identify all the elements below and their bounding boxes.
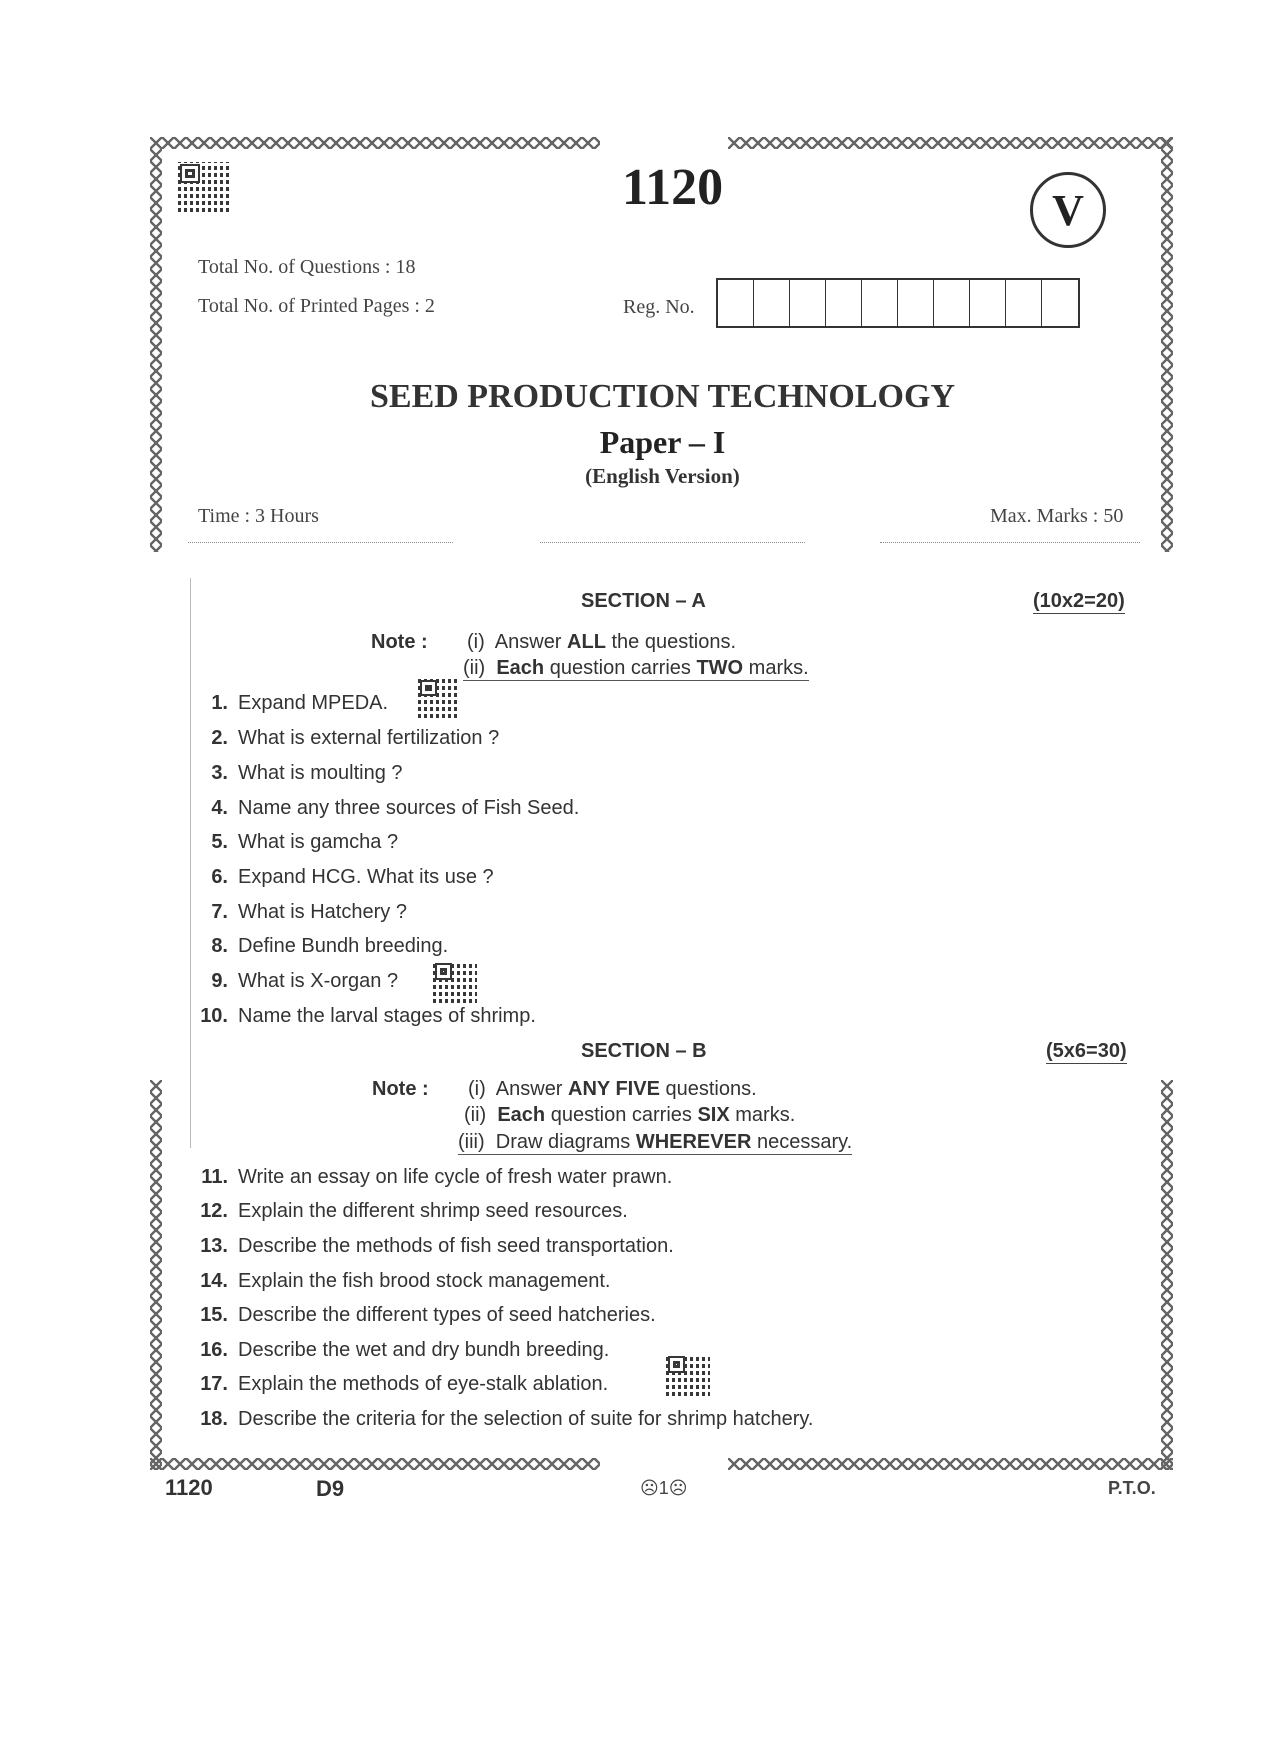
left-margin-line <box>190 578 191 1148</box>
note-emphasis: WHEREVER <box>635 1131 752 1153</box>
header-rule-left <box>188 542 453 543</box>
question-number: 6. <box>211 866 228 888</box>
max-marks: Max. Marks : 50 <box>990 505 1124 527</box>
question-text: Explain the methods of eye-stalk ablation. <box>238 1373 609 1395</box>
note-num: (i) <box>467 631 485 653</box>
reg-no-cell[interactable] <box>718 280 754 326</box>
note-text: the questions. <box>605 631 737 653</box>
question-text: Explain the different shrimp seed resources. <box>238 1200 628 1222</box>
section-b-note-2 <box>464 1104 795 1127</box>
border-bottom-left <box>150 1458 600 1470</box>
note-num: (ii) <box>464 1104 487 1126</box>
footer-series: D9 <box>316 1476 345 1501</box>
question-number: 14. <box>200 1270 228 1292</box>
version-badge-letter: V <box>1052 185 1084 235</box>
border-right-lower <box>1161 1080 1173 1470</box>
question-number: 8. <box>211 935 228 957</box>
reg-no-cell[interactable] <box>790 280 826 326</box>
paper-code: 1120 <box>622 159 724 216</box>
question-number: 15. <box>200 1304 228 1326</box>
note-num: (ii) <box>463 657 486 679</box>
question-number: 9. <box>211 970 228 992</box>
question-text: Define Bundh breeding. <box>238 935 449 957</box>
border-left-upper <box>150 137 162 552</box>
datamatrix-code-icon <box>178 162 230 212</box>
question-9 <box>200 970 398 993</box>
version-label: (English Version) <box>585 464 740 488</box>
section-b-note-label: Note : <box>372 1078 429 1100</box>
question-number: 1. <box>211 692 228 714</box>
reg-no-cell[interactable] <box>970 280 1006 326</box>
question-8 <box>200 935 448 958</box>
question-text: What is moulting ? <box>238 762 403 784</box>
question-10 <box>200 1005 536 1028</box>
question-7 <box>200 901 407 924</box>
question-6 <box>200 866 494 889</box>
section-b-marks: (5x6=30) <box>1046 1040 1127 1062</box>
question-text: Describe the different types of seed hatcheries. <box>238 1304 656 1326</box>
question-text: Explain the fish brood stock management. <box>238 1270 611 1292</box>
paper-number: Paper – I <box>599 424 726 460</box>
note-text: Draw diagrams <box>495 1131 636 1153</box>
section-a-marks: (10x2=20) <box>1033 590 1125 612</box>
reg-no-cell[interactable] <box>898 280 934 326</box>
question-text: Describe the wet and dry bundh breeding. <box>238 1339 610 1361</box>
note-text: Answer <box>494 631 568 653</box>
reg-no-boxes[interactable] <box>716 278 1080 328</box>
qr-code-icon <box>433 961 477 1003</box>
question-text: Describe the methods of fish seed transportation. <box>238 1235 674 1257</box>
note-text: marks. <box>743 657 809 679</box>
question-17 <box>200 1373 608 1396</box>
question-3 <box>200 762 403 785</box>
question-number: 16. <box>200 1339 228 1361</box>
reg-no-cell[interactable] <box>1042 280 1078 326</box>
question-number: 2. <box>211 727 228 749</box>
note-text: Answer <box>495 1078 569 1100</box>
question-text: Describe the criteria for the selection of suite for shrimp hatchery. <box>238 1408 814 1430</box>
note-emphasis: SIX <box>697 1104 730 1126</box>
reg-no-cell[interactable] <box>1006 280 1042 326</box>
note-num: (i) <box>468 1078 486 1100</box>
question-text: Expand MPEDA. <box>238 692 389 714</box>
border-bottom-right <box>728 1458 1173 1470</box>
border-top-right <box>728 137 1173 149</box>
question-number: 17. <box>200 1373 228 1395</box>
reg-no-cell[interactable] <box>934 280 970 326</box>
question-number: 4. <box>211 797 228 819</box>
qr-code-icon <box>666 1354 710 1396</box>
note-num: (iii) <box>458 1131 485 1153</box>
subject-title: SEED PRODUCTION TECHNOLOGY <box>369 378 956 415</box>
reg-no-cell[interactable] <box>862 280 898 326</box>
version-badge <box>1030 172 1106 248</box>
header-rule-right <box>880 542 1140 543</box>
question-number: 13. <box>200 1235 228 1257</box>
note-text: questions. <box>659 1078 757 1100</box>
reg-no-cell[interactable] <box>754 280 790 326</box>
note-emphasis: TWO <box>696 657 744 679</box>
question-11 <box>200 1166 672 1189</box>
total-questions: Total No. of Questions : 18 <box>198 256 416 278</box>
note-text: necessary. <box>751 1131 853 1153</box>
total-pages: Total No. of Printed Pages : 2 <box>198 295 435 317</box>
note-emphasis: Each <box>497 1104 546 1126</box>
question-number: 12. <box>200 1200 228 1222</box>
question-number: 18. <box>200 1408 228 1430</box>
question-number: 5. <box>211 831 228 853</box>
question-18 <box>200 1408 813 1431</box>
border-top-left <box>150 137 600 149</box>
note-text: question carries <box>544 657 697 679</box>
note-text: marks. <box>729 1104 796 1126</box>
section-b-note-1 <box>468 1078 757 1101</box>
question-number: 3. <box>211 762 228 784</box>
question-13 <box>200 1235 674 1258</box>
question-2 <box>200 727 499 750</box>
question-15 <box>200 1304 656 1327</box>
section-a-note-1 <box>467 631 736 654</box>
section-b-title: SECTION – B <box>581 1040 707 1062</box>
pto-label: P.T.O. <box>1108 1478 1156 1498</box>
question-text: Expand HCG. What its use ? <box>238 866 494 888</box>
note-emphasis: ALL <box>567 631 606 653</box>
note-emphasis: Each <box>496 657 545 679</box>
footer-code: 1120 <box>165 1475 213 1500</box>
question-1 <box>200 692 388 715</box>
question-text: What is gamcha ? <box>238 831 399 853</box>
question-12 <box>200 1200 628 1223</box>
page-number: ☹1☹ <box>640 1478 688 1498</box>
question-text: Name any three sources of Fish Seed. <box>238 797 580 819</box>
border-left-lower <box>150 1080 162 1470</box>
section-b-note-3 <box>458 1131 852 1155</box>
question-number: 11. <box>201 1166 228 1188</box>
note-text: question carries <box>545 1104 698 1126</box>
border-right-upper <box>1161 137 1173 552</box>
question-5 <box>200 831 398 854</box>
question-number: 7. <box>211 901 228 923</box>
question-text: What is X-organ ? <box>238 970 399 992</box>
reg-no-label: Reg. No. <box>623 296 695 318</box>
question-4 <box>200 797 579 820</box>
exam-time: Time : 3 Hours <box>198 505 319 527</box>
question-text: Write an essay on life cycle of fresh water prawn. <box>238 1166 673 1188</box>
section-a-note-label: Note : <box>371 631 428 653</box>
question-text: Name the larval stages of shrimp. <box>238 1005 536 1027</box>
note-emphasis: ANY FIVE <box>568 1078 660 1100</box>
question-16 <box>200 1339 609 1362</box>
section-a-note-2 <box>463 657 809 681</box>
question-14 <box>200 1270 610 1293</box>
reg-no-cell[interactable] <box>826 280 862 326</box>
header-rule-middle <box>540 542 805 543</box>
question-number: 10. <box>200 1005 228 1027</box>
question-text: What is external fertilization ? <box>238 727 500 749</box>
question-text: What is Hatchery ? <box>238 901 407 923</box>
qr-code-icon <box>418 678 460 718</box>
section-a-title: SECTION – A <box>581 590 706 612</box>
